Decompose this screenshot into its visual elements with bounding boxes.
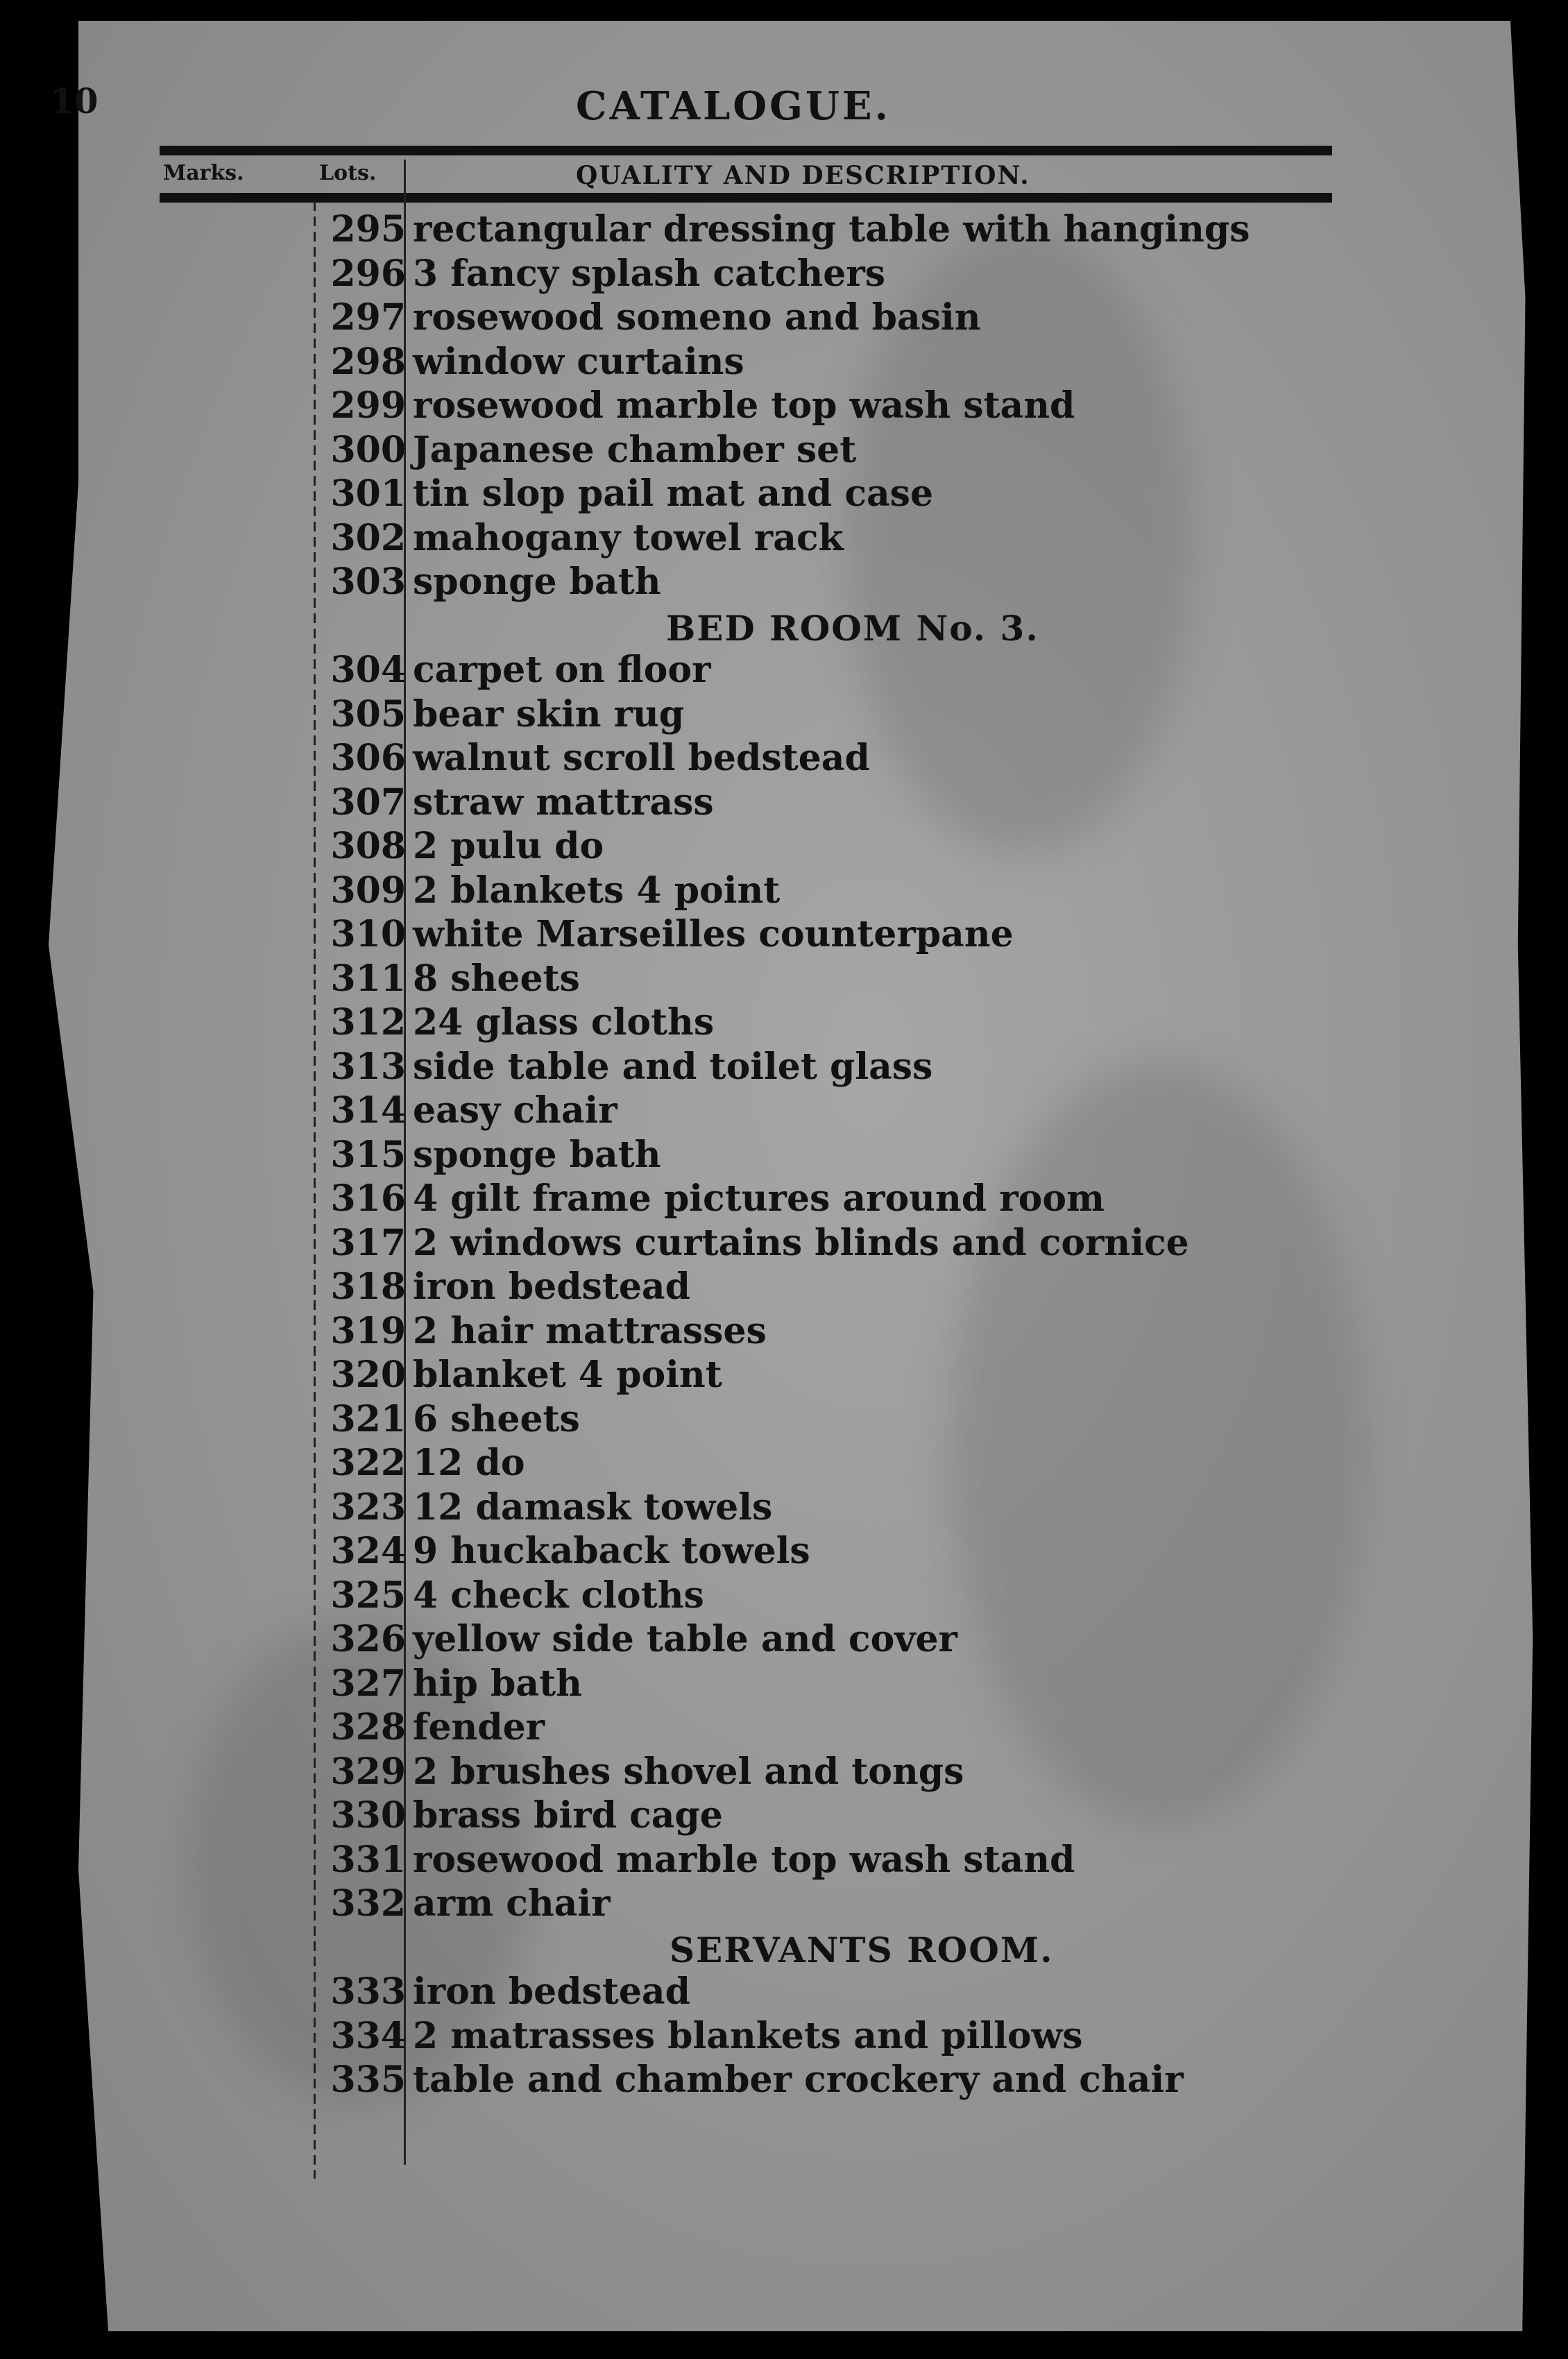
lot-number: 319 — [330, 1309, 406, 1352]
item-description: sponge bath — [413, 561, 661, 603]
lot-number: 307 — [330, 781, 406, 824]
lot-number: 335 — [330, 2059, 406, 2101]
list-item — [0, 561, 1492, 604]
section-heading-bed-room-3: BED ROOM No. 3. — [666, 607, 1039, 649]
list-item — [0, 2015, 1492, 2058]
column-header-quality: QUALITY AND DESCRIPTION. — [576, 161, 1030, 190]
lot-number: 310 — [330, 913, 406, 955]
item-description: bear skin rug — [413, 692, 685, 735]
item-description: walnut scroll bedstead — [413, 737, 870, 779]
list-item — [0, 1618, 1492, 1661]
lot-number: 312 — [330, 1001, 406, 1044]
item-description: table and chamber crockery and chair — [413, 2059, 1184, 2101]
section-heading-servants-room: SERVANTS ROOM. — [670, 1929, 1054, 1970]
item-description: 2 pulu do — [413, 825, 604, 867]
list-item — [0, 208, 1492, 251]
item-description: tin slop pail mat and case — [413, 472, 934, 515]
list-item — [0, 1794, 1492, 1837]
item-description: hip bath — [413, 1662, 582, 1705]
list-item — [0, 1970, 1492, 2013]
list-item — [0, 1882, 1492, 1925]
item-description: iron bedstead — [413, 1970, 690, 2013]
list-item — [0, 384, 1492, 427]
lot-number: 302 — [330, 516, 406, 559]
list-item — [0, 1222, 1492, 1265]
header-rule-bottom — [160, 193, 1332, 203]
list-item — [0, 1354, 1492, 1397]
lot-number: 305 — [330, 692, 406, 735]
list-item — [0, 781, 1492, 824]
lot-number: 308 — [330, 825, 406, 867]
list-item — [0, 1001, 1492, 1044]
list-item — [0, 1662, 1492, 1705]
lot-number: 306 — [330, 737, 406, 779]
lot-number: 299 — [330, 384, 406, 427]
lot-number: 330 — [330, 1794, 406, 1837]
item-description: 24 glass cloths — [413, 1001, 715, 1044]
item-description: rosewood marble top wash stand — [413, 1838, 1075, 1881]
lot-number: 325 — [330, 1574, 406, 1617]
list-item — [0, 1574, 1492, 1617]
list-item — [0, 825, 1492, 868]
column-header-lots: Lots. — [319, 161, 377, 185]
item-description: rosewood someno and basin — [413, 296, 981, 339]
item-description: 9 huckaback towels — [413, 1530, 810, 1572]
item-description: Japanese chamber set — [413, 428, 857, 471]
lot-number: 300 — [330, 428, 406, 471]
list-item — [0, 1046, 1492, 1089]
item-description: fender — [413, 1706, 545, 1748]
list-item — [0, 472, 1492, 516]
item-description: 2 brushes shovel and tongs — [413, 1750, 964, 1793]
item-description: 2 matrasses blankets and pillows — [413, 2014, 1083, 2057]
list-item — [0, 1134, 1492, 1177]
lot-number: 329 — [330, 1750, 406, 1793]
item-description: straw mattrass — [413, 781, 714, 824]
item-description: 6 sheets — [413, 1397, 580, 1440]
header-rule-top — [160, 146, 1332, 155]
lot-number: 309 — [330, 869, 406, 912]
item-description: iron bedstead — [413, 1266, 690, 1308]
list-item — [0, 517, 1492, 560]
list-item — [0, 1310, 1492, 1353]
item-description: mahogany towel rack — [413, 516, 844, 559]
lot-number: 303 — [330, 561, 406, 603]
lot-number: 295 — [330, 208, 406, 250]
item-description: yellow side table and cover — [413, 1618, 957, 1660]
item-description: 2 blankets 4 point — [413, 869, 781, 912]
item-description: rosewood marble top wash stand — [413, 384, 1075, 427]
item-description: easy chair — [413, 1089, 617, 1132]
lot-number: 332 — [330, 1882, 406, 1925]
lot-number: 333 — [330, 1970, 406, 2013]
lot-number: 318 — [330, 1266, 406, 1308]
item-description: 12 do — [413, 1442, 525, 1484]
lot-number: 324 — [330, 1530, 406, 1572]
item-description: 8 sheets — [413, 957, 580, 1000]
item-description: blanket 4 point — [413, 1354, 722, 1396]
list-item — [0, 341, 1492, 384]
list-item — [0, 869, 1492, 912]
lot-number: 296 — [330, 252, 406, 295]
list-item — [0, 296, 1492, 339]
item-description: 12 damask towels — [413, 1485, 773, 1528]
item-description: 4 gilt frame pictures around room — [413, 1177, 1105, 1220]
item-description: rectangular dressing table with hangings — [413, 208, 1250, 250]
list-item — [0, 1266, 1492, 1309]
lot-number: 313 — [330, 1045, 406, 1088]
item-description: side table and toilet glass — [413, 1045, 933, 1088]
lot-number: 301 — [330, 472, 406, 515]
item-description: 4 check cloths — [413, 1574, 704, 1617]
lot-number: 311 — [330, 957, 406, 1000]
page-number: 10 — [50, 80, 99, 121]
item-description: brass bird cage — [413, 1794, 723, 1837]
lot-number: 320 — [330, 1354, 406, 1396]
lot-number: 326 — [330, 1618, 406, 1660]
list-item — [0, 1839, 1492, 1882]
list-item — [0, 1398, 1492, 1441]
list-item — [0, 693, 1492, 736]
item-description: 2 hair mattrasses — [413, 1309, 767, 1352]
list-item — [0, 957, 1492, 1000]
lot-number: 331 — [330, 1838, 406, 1881]
list-item — [0, 737, 1492, 780]
lot-number: 298 — [330, 340, 406, 383]
lot-number: 314 — [330, 1089, 406, 1132]
lot-number: 321 — [330, 1397, 406, 1440]
list-item — [0, 1486, 1492, 1529]
lot-number: 323 — [330, 1485, 406, 1528]
item-description: white Marseilles counterpane — [413, 913, 1014, 955]
lot-number: 322 — [330, 1442, 406, 1484]
list-item — [0, 1442, 1492, 1485]
item-description: arm chair — [413, 1882, 611, 1925]
list-item — [0, 253, 1492, 296]
list-item — [0, 1089, 1492, 1132]
list-item — [0, 429, 1492, 472]
list-item — [0, 649, 1492, 692]
item-description: 3 fancy splash catchers — [413, 252, 886, 295]
item-description: window curtains — [413, 340, 744, 383]
list-item — [0, 1706, 1492, 1749]
lot-number: 327 — [330, 1662, 406, 1705]
lot-number: 304 — [330, 649, 406, 691]
list-item — [0, 1751, 1492, 1794]
lot-number: 316 — [330, 1177, 406, 1220]
lot-number: 328 — [330, 1706, 406, 1748]
lot-number: 317 — [330, 1221, 406, 1264]
item-description: 2 windows curtains blinds and cornice — [413, 1221, 1189, 1264]
item-description: carpet on floor — [413, 649, 711, 691]
lot-number: 297 — [330, 296, 406, 339]
lot-number: 334 — [330, 2014, 406, 2057]
list-item — [0, 1177, 1492, 1220]
list-item — [0, 913, 1492, 956]
page-title: CATALOGUE. — [576, 83, 892, 129]
list-item — [0, 2059, 1492, 2102]
lot-number: 315 — [330, 1133, 406, 1176]
column-header-marks: Marks. — [163, 161, 244, 185]
item-description: sponge bath — [413, 1133, 661, 1176]
list-item — [0, 1530, 1492, 1573]
